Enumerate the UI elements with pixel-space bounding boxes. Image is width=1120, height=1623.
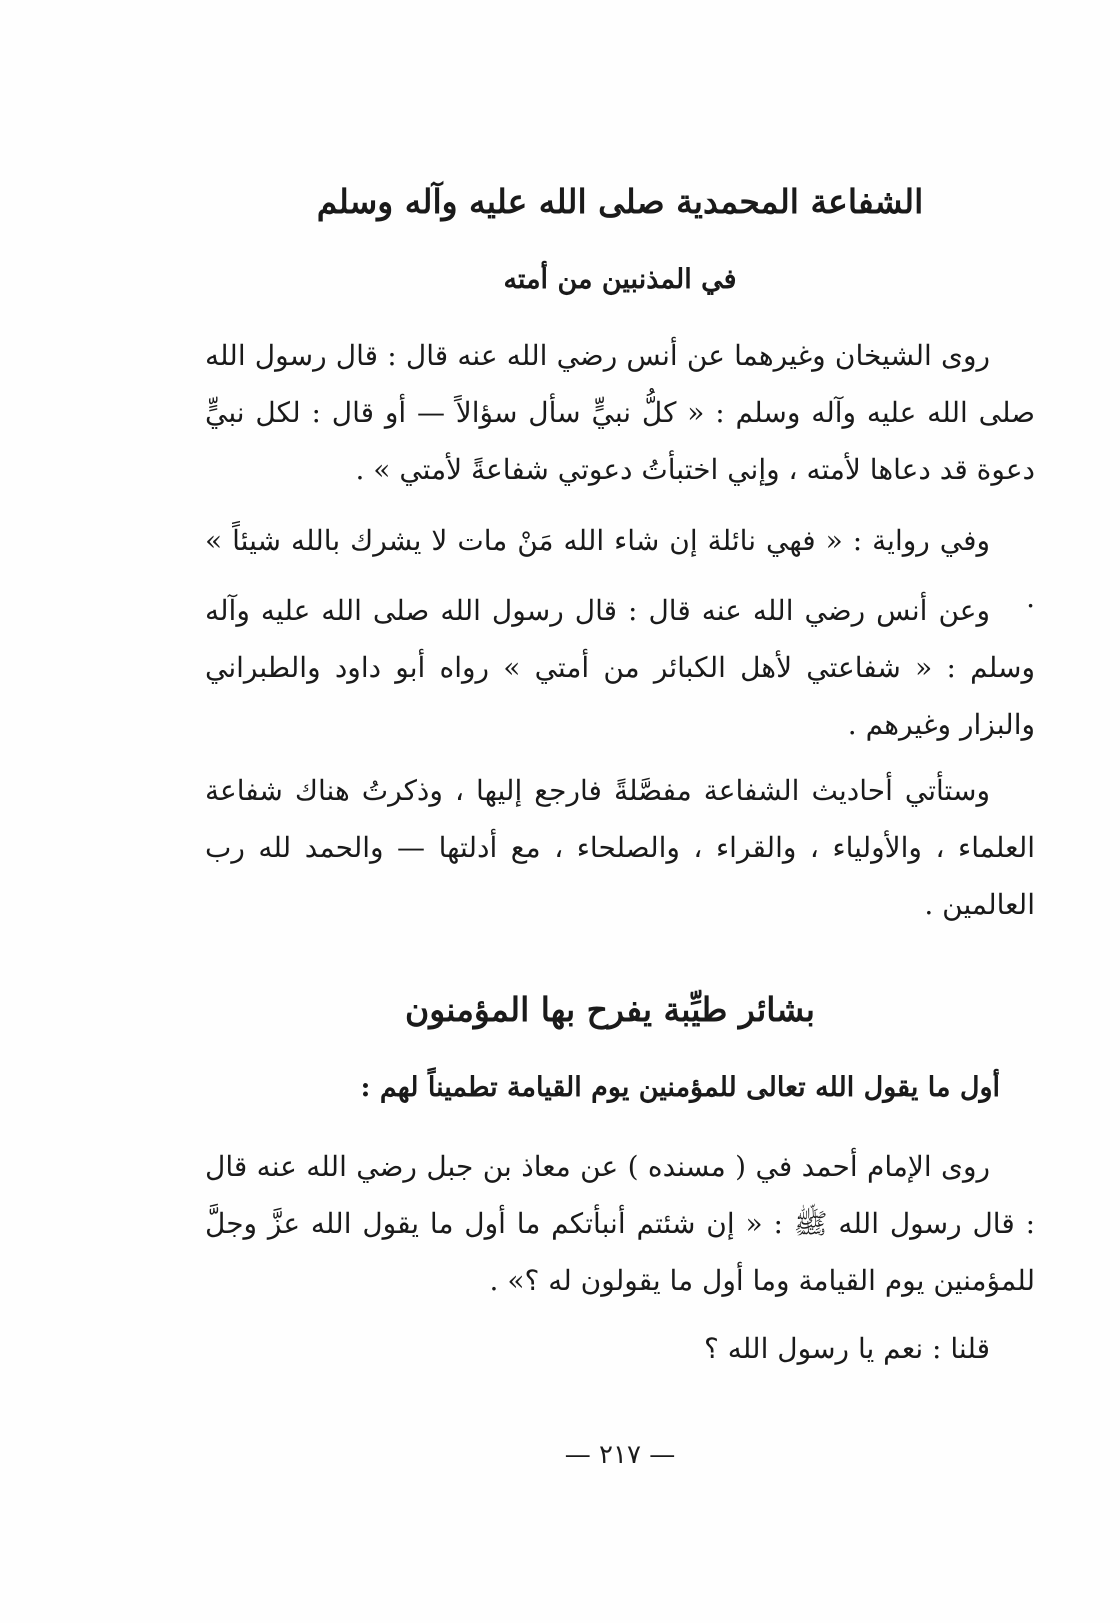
section1-body — [205, 327, 1035, 498]
page-number: — ٢١٧ — — [564, 1440, 676, 1470]
section2-body — [205, 1138, 1035, 1309]
section1-body-4 — [205, 762, 1035, 933]
paragraph: روى الشيخان وغيرهما عن أنس رضي الله عنه قال : قال رسول الله صلى الله عليه وآله وسلم : « كلُّ نبيٍّ سأل سؤالاً — أو قال : لكل نبيٍّ دعوة قد دعاها لأمته ، وإني اختبأتُ دعوتي شفاعةً لأمتي » . — [205, 339, 1035, 486]
section-subtitle: في المذنبين من أمته — [503, 264, 737, 295]
section1-body-3 — [205, 582, 1035, 753]
paragraph: وستأتي أحاديث الشفاعة مفصَّلةً فارجع إليها ، وذكرتُ هناك شفاعة العلماء ، والأولياء ، والقراء ، والصلحاء ، مع أدلتها — والحمد لله رب العالمين . — [205, 774, 1035, 921]
section2-body-2 — [205, 1320, 1035, 1377]
section-subtitle: أول ما يقول الله تعالى للمؤمنين يوم القيامة تطميناً لهم : — [360, 1072, 1000, 1103]
paragraph: روى الإمام أحمد في ( مسنده ) عن معاذ بن جبل رضي الله عنه قال : قال رسول الله ﷺ : « إن شئتم أنبأتكم ما أول ما يقول الله عزَّ وجلَّ للمؤمنين يوم القيامة وما أول ما يقولون له ؟» . — [205, 1150, 1035, 1297]
paragraph: وفي رواية : « فهي نائلة إن شاء الله مَنْ مات لا يشرك بالله شيئاً » . — [205, 524, 1035, 614]
paragraph: قلنا : نعم يا رسول الله ؟ — [704, 1332, 990, 1365]
paragraph: وعن أنس رضي الله عنه قال : قال رسول الله صلى الله عليه وآله وسلم : « شفاعتي لأهل الكبائر من أمتي » رواه أبو داود والطبراني والبزار وغيرهم . — [205, 594, 1035, 741]
section-title: بشائر طيِّبة يفرح بها المؤمنون — [404, 990, 815, 1029]
section-title: الشفاعة المحمدية صلى الله عليه وآله وسلم — [316, 182, 924, 221]
